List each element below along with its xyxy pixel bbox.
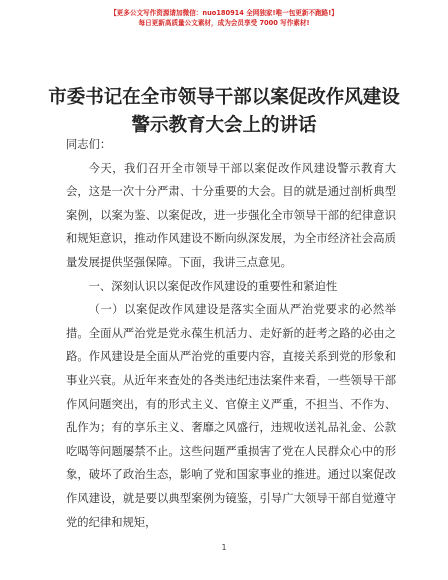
- document-title: 市委书记在全市领导干部以案促改作风建设警示教育大会上的讲话: [48, 87, 400, 136]
- section-1-paragraph-1: （一）以案促改作风建设是落实全面从严治党要求的必然举措。全面从严治党是党永葆生机活力、走好新的赶考之路的必由之路。作风建设是全面从严治党的重要内容，直接关系到党的形象和事业兴衰。从近年来查处的各类违纪违法案件来看，一些领导干部作风问题突出，有的形式主义、官僚主义严重，不担当、不作为、乱作为；有的享乐主义、奢靡之风盛行，违规收送礼品礼金、公款吃喝等问题屡禁不止。这些问题严重损害了党在人民群众心中的形象，破坏了政治生态，影响了党和国家事业的推进。通过以案促改作风建设，就是要以典型案例为镜鉴，引导广大领导干部自觉遵守党的纪律和规矩，: [66, 303, 396, 529]
- intro-paragraph: 今天，我们召开全市领导干部以案促改作风建设警示教育大会，这是一次十分严肃、十分重要的大会。目的就是通过剖析典型案例，以案为鉴、以案促改，进一步强化全市领导干部的纪律意识和规矩意识，推动作风建设不断向纵深发展，为全市经济社会高质量发展提供坚强保障。下面，我讲三点意见。: [66, 161, 396, 269]
- promo-banner: [0, 8, 448, 28]
- page-number: 1: [221, 543, 227, 552]
- promo-banner-line-2: 每日更新高质量公文素材，成为会员享受 7000 写作素材!: [138, 19, 310, 27]
- document-body: [66, 133, 396, 534]
- promo-banner-line-1: 【更多公文写作资源请加微信：nuo180914 全网独家!唯一包更新不跑路!】: [110, 9, 338, 17]
- salutation: 同志们：: [66, 138, 112, 151]
- section-1-heading: 一、深刻认识以案促改作风建设的重要性和紧迫性: [88, 279, 338, 293]
